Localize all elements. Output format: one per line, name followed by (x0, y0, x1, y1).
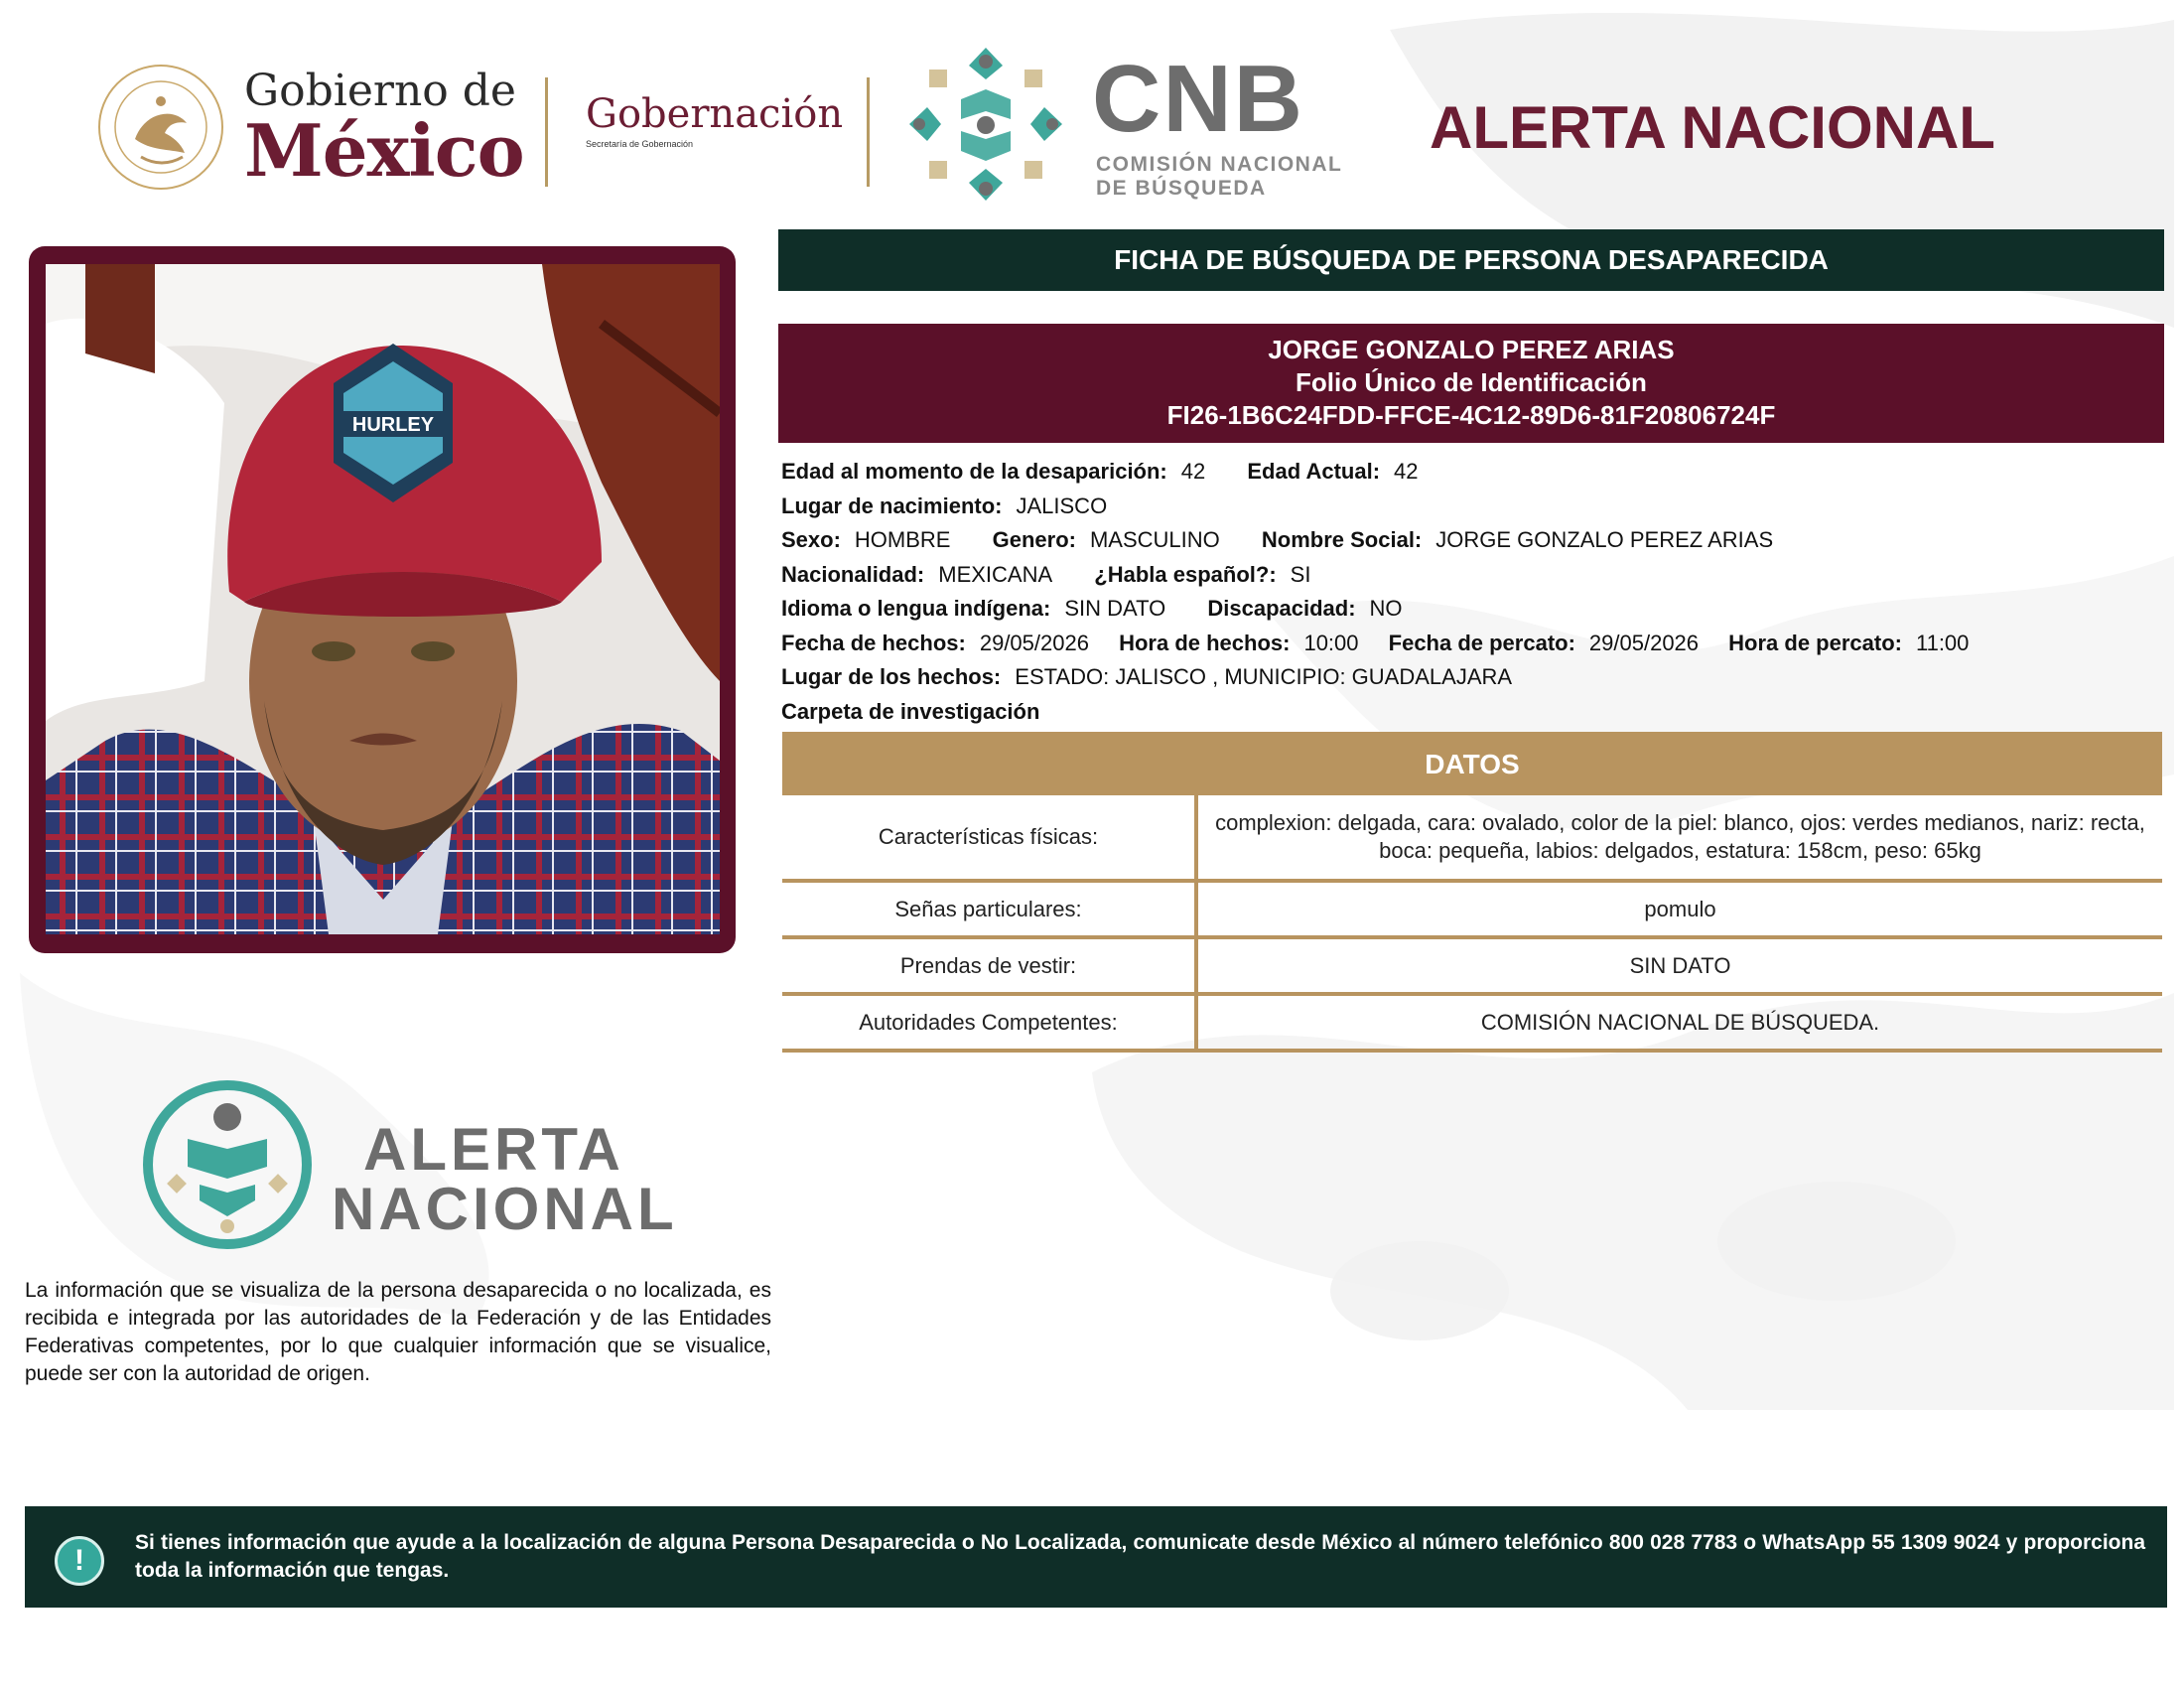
folio-label: Folio Único de Identificación (1296, 367, 1647, 397)
info-row: Carpeta de investigación (781, 698, 1040, 724)
gobierno-de-mexico-logo: Gobierno de México (244, 66, 524, 193)
datos-label: Prendas de vestir: (782, 937, 1196, 994)
datos-value: complexion: delgada, cara: ovalado, color de la piel: blanco, ojos: verdes medianos, nariz: recta, boca: pequeña, labios: delgados, estatura: 158cm, peso: 65kg (1196, 795, 2162, 881)
info-row: Idioma o lengua indígena: SIN DATO Discapacidad: NO (781, 596, 1403, 621)
alerta-nacional-wordmark: ALERTA NACIONAL (332, 1116, 678, 1242)
ficha-title-bar: FICHA DE BÚSQUEDA DE PERSONA DESAPARECIDA (778, 229, 2164, 291)
table-row (782, 881, 2162, 937)
person-photo-illustration (46, 264, 720, 934)
datos-table (782, 795, 2162, 1053)
mexico-seal-icon (95, 62, 226, 193)
table-row (782, 795, 2162, 881)
folio-number: FI26-1B6C24FDD-FFCE-4C12-89D6-81F20806724F (1166, 400, 1776, 430)
divider (867, 77, 870, 187)
datos-label: Autoridades Competentes: (782, 994, 1196, 1051)
divider (545, 77, 548, 187)
table-row (782, 994, 2162, 1051)
info-row: Edad al momento de la desaparición: 42 Edad Actual: 42 (781, 459, 1419, 484)
datos-value: pomulo (1196, 881, 2162, 937)
datos-label: Señas particulares: (782, 881, 1196, 937)
info-row: Fecha de hechos: 29/05/2026 Hora de hechos: 10:00 Fecha de percato: 29/05/2026 Hora de percato: 11:00 (781, 630, 1970, 655)
datos-header: DATOS (782, 732, 2162, 795)
datos-value: COMISIÓN NACIONAL DE BÚSQUEDA. (1196, 994, 2162, 1051)
info-row: Nacionalidad: MEXICANA ¿Habla español?: SI (781, 561, 1311, 587)
cnb-subtitle: COMISIÓN NACIONAL DE BÚSQUEDA (1096, 153, 1343, 200)
cap-logo-text: HURLEY (351, 414, 435, 436)
info-row: Sexo: HOMBRE Genero: MASCULINO Nombre Social: JORGE GONZALO PEREZ ARIAS (781, 527, 1774, 552)
contact-text: Si tienes información que ayude a la localización de alguna Persona Desaparecida o No Localizada, comunicate desde México al número telefónico 800 028 7783 o WhatsApp 55 1309 9024 y proporciona toda la información que tengas. (135, 1531, 2145, 1582)
exclamation-icon: ! (55, 1536, 104, 1586)
info-row: Lugar de nacimiento: JALISCO (781, 492, 1108, 518)
header (0, 0, 2184, 218)
datos-value: SIN DATO (1196, 937, 2162, 994)
disclaimer-text: La información que se visualiza de la persona desaparecida o no localizada, es recibida e integrada por las autoridades de la Federación y de las Entidades Federativas competentes, por lo que cualquier información que se visualice, puede ser con la autoridad de origen. (25, 1279, 771, 1385)
person-name: JORGE GONZALO PEREZ ARIAS (1268, 335, 1675, 364)
table-row (782, 937, 2162, 994)
contact-footer (25, 1506, 2167, 1608)
cnb-emblem-icon (901, 40, 1070, 209)
gobernacion-logo: Gobernación Secretaría de Gobernación (586, 91, 844, 149)
alerta-nacional-emblem-icon (140, 1077, 315, 1252)
person-id-block (778, 324, 2164, 443)
alerta-nacional-title: ALERTA NACIONAL (1430, 94, 1995, 161)
datos-label: Características físicas: (782, 795, 1196, 881)
person-info (781, 455, 2161, 729)
cnb-wordmark: CNB (1092, 46, 1304, 152)
info-row: Lugar de los hechos: ESTADO: JALISCO , MUNICIPIO: GUADALAJARA (781, 664, 1513, 689)
person-photo (46, 264, 720, 934)
